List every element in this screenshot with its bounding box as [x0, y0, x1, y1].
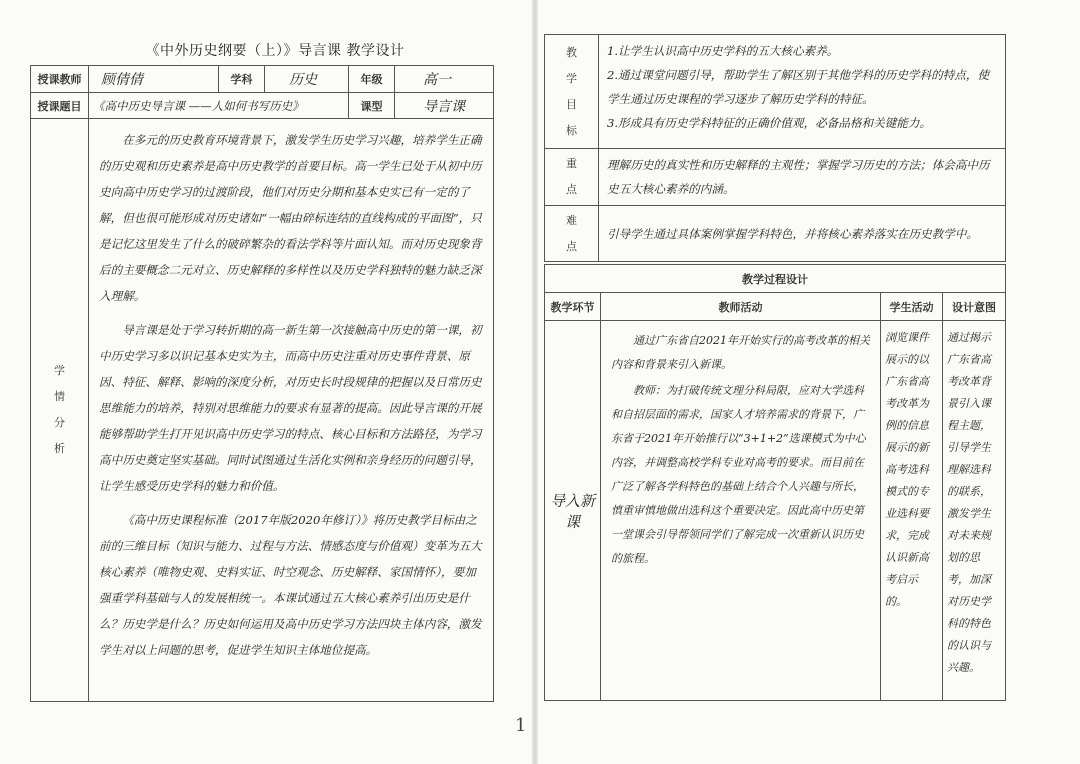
document-title: 《中外历史纲要（上）》导言课 教学设计 [145, 43, 405, 59]
type-label: 课型 [349, 93, 395, 119]
analysis-content [89, 119, 494, 702]
book-gutter [532, 0, 538, 764]
teacher-activity-paragraph: 通过广东省自2021年开始实行的高考改革的相关内容和背景来引入新课。 [611, 334, 870, 371]
analysis-label: 学 情 分 析 [31, 119, 89, 702]
header-design-intent: 设计意图 [943, 293, 1006, 321]
teacher-label: 授课教师 [31, 66, 89, 93]
header-student-activity: 学生活动 [881, 293, 943, 321]
key-points-text: 理解历史的真实性和历史解释的主观性；掌握学习历史的方法；体会高中历史五大核心素养的内涵。 [599, 149, 1006, 206]
type-value: 导言课 [395, 93, 494, 119]
objectives-table [544, 34, 1006, 262]
objective-item: 3.形成具有历史学科特征的正确价值观，必备品格和关键能力。 [607, 116, 932, 130]
design-intent-text: 通过揭示广东省高考改革背景引入课程主题，引导学生理解选科的联系，激发学生对未来规划的思考，加深对历史学科的特色的认识与兴趣。 [943, 321, 1006, 701]
key-points-label: 重 点 [545, 149, 599, 206]
grade-label: 年级 [349, 66, 395, 93]
stage-name: 导入新课 [545, 321, 601, 701]
objective-item: 2.通过课堂问题引导，帮助学生了解区别于其他学科的历史学科的特点，使学生通过历史课程的学习逐步了解历史学科的特征。 [607, 68, 990, 106]
analysis-paragraph: 《高中历史课程标准（2017年版2020年修订）》将历史教学目标由之前的三维目标（知识与能力、过程与方法、情感态度与价值观）变革为五大核心素养（唯物史观、史料实证、时空观念、历史解释、家国情怀），要加强重学科基础与人的发展相统一。本课试通过五大核心素养引出历史是什么？历史学是什么？历史如何运用及高中历史学习方法四块主体内容，激发学生对以上问题的思考，促进学生知识主体地位提高。 [99, 513, 482, 657]
topic-value: 《高中历史导言课 ——人如何书写历史》 [89, 93, 349, 119]
header-teacher-activity: 教师活动 [601, 293, 881, 321]
teacher-activity-paragraph: 教师：为打破传统文理分科局限，应对大学选科和自招层面的需求，国家人才培养需求的背景下，广东省于2021年开始推行以“3+1+2”选课模式为中心内容，并调整高校学科专业对高考的要求。而目前在广泛了解各学科特色的基础上结合个人兴趣与所长，慎重审慎地做出选科这个重要决定。因此高中历史第一堂课会引导帮领同学们了解完成一次重新认识历史的旅程。 [611, 384, 866, 565]
objectives-label: 教 学 目 标 [545, 35, 599, 149]
subject-label: 学科 [219, 66, 265, 93]
subject-value: 历史 [265, 66, 349, 93]
analysis-paragraph: 导言课是处于学习转折期的高一新生第一次接触高中历史的第一课，初中历史学习多以识记基本史实为主，而高中历史注重对历史事件背景、原因、特征、解释、影响的深度分析，对历史长时段规律的把握以及日常历史思维能力的培养，特别对思维能力的要求有显著的提高。因此导言课的开展能够帮助学生打开见识高中历史学习的特点、核心目标和方法路径，为学习高中历史奠定坚实基础。同时试图通过生活化实例和亲身经历的问题引导，让学生感受历史学科的魅力和价值。 [99, 323, 482, 493]
process-table [544, 264, 1006, 701]
objective-item: 1.让学生认识高中历史学科的五大核心素养。 [607, 44, 839, 58]
process-title: 教学过程设计 [545, 265, 1006, 293]
grade-value: 高一 [395, 66, 494, 93]
topic-label: 授课题目 [31, 93, 89, 119]
lesson-info-table [30, 65, 494, 702]
difficulties-text: 引导学生通过具体案例掌握学科特色，并将核心素养落实在历史教学中。 [599, 206, 1006, 262]
header-stage: 教学环节 [545, 293, 601, 321]
analysis-paragraph: 在多元的历史教育环境背景下，激发学生历史学习兴趣，培养学生正确的历史观和历史素养是高中历史教学的首要目标。高一学生已处于从初中历史向高中历史学习的过渡阶段，他们对历史分期和基本史实已有一定的了解，但也很可能形成对历史诸如“一幅由碎标连结的直线构成的平面图”，只是记忆这里发生了什么的破碎繁杂的看法学科等片面认知。而对历史现象背后的主要概念二元对立、历史解释的多样性以及历史学科独特的魅力缺乏深入理解。 [99, 133, 482, 303]
teacher-activity-cell [601, 321, 881, 701]
objectives-content [599, 35, 1006, 149]
page-number: 1 [515, 715, 527, 736]
difficulties-label: 难 点 [545, 206, 599, 262]
student-activity-text: 浏览课件展示的以广东省高考改革为例的信息展示的新高考选科模式的专业选科要求，完成认识新高考启示的。 [881, 321, 943, 701]
teacher-value: 顾倩倩 [89, 66, 219, 93]
